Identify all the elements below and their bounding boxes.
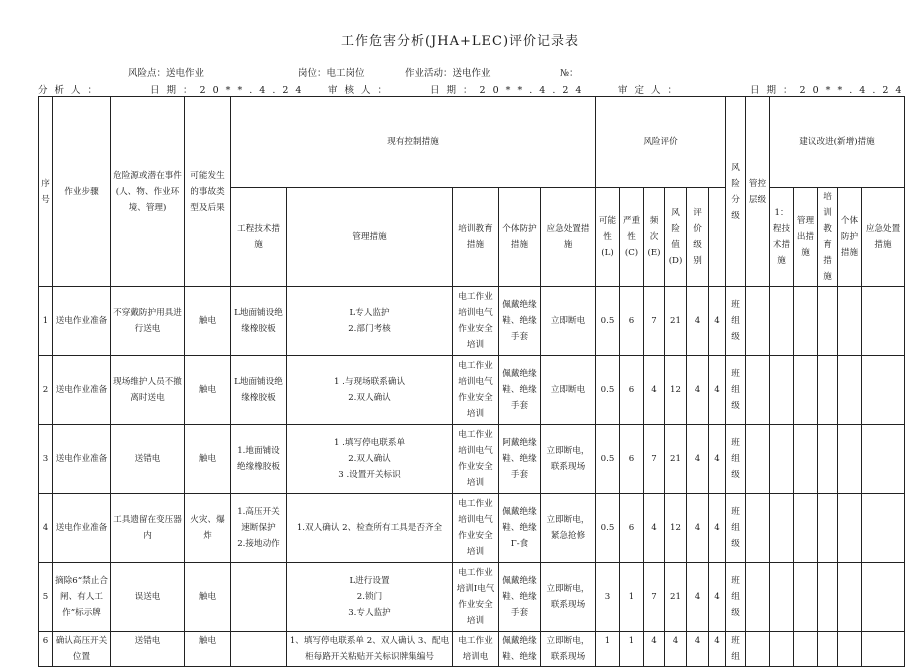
col-D: 风险值(D) [665, 188, 687, 287]
cell-D: 12 [665, 494, 687, 563]
cell-ctrl: 班组级 [726, 425, 746, 494]
cell-ppe: 佩戴绝缘鞋、绝缘手套 [499, 356, 541, 425]
col-step: 作业步骤 [53, 97, 111, 287]
cell-D: 4 [665, 632, 687, 667]
cell-hazard: 送错电 [111, 425, 185, 494]
cell-seq: 2 [39, 356, 53, 425]
approver-date: 日 期 ： 2 0 * * . 4 . 2 4 [750, 85, 904, 96]
cell-D: 12 [665, 356, 687, 425]
approver: 审 定 人 ： [618, 85, 680, 96]
form-number: №： [560, 68, 579, 79]
cell-hazard: 不穿戴防护用具进行送电 [111, 287, 185, 356]
cell-grade: 4 [709, 425, 726, 494]
cell-E: 6 [620, 494, 644, 563]
cell-seq: 1 [39, 287, 53, 356]
cell-emergency: 立即断电，联系现场 [541, 425, 596, 494]
activity: 作业活动：送电作业 [405, 68, 491, 79]
col-emergency: 应急处置措施 [541, 188, 596, 287]
cell-L: 3 [596, 563, 620, 632]
cell-ppe: 佩戴绝缘鞋、绝缘手套 [499, 563, 541, 632]
cell-accident: 触电 [185, 563, 231, 632]
cell-training: 电工作业培训电气作业安全培训 [453, 494, 499, 563]
col-s-ppe: 个体防护措施 [838, 188, 862, 287]
risk-point: 风险点：送电作业 [128, 68, 205, 79]
cell-mgmt: L进行设置 2.锁门 3.专人监护 [287, 563, 453, 632]
col-accident: 可能发生的事故类型及后果 [185, 97, 231, 287]
col-s-eng: 1：程技术措施 [770, 188, 794, 287]
cell-ctrl: 班组级 [726, 563, 746, 632]
cell-seq: 3 [39, 425, 53, 494]
cell-mgmt: 1.双人确认 2、检查所有工具是否齐全 [287, 494, 453, 563]
col-seq: 序号 [39, 97, 53, 287]
cell-level: 4 [687, 356, 709, 425]
cell-hazard: 现场维护人员不撤离时送电 [111, 356, 185, 425]
col-ctrl-level: 管控层级 [746, 97, 770, 287]
cell-mgmt: L专人监护 2.部门考核 [287, 287, 453, 356]
cell-ctrl: 班组 [726, 632, 746, 667]
cell-emergency: 立即断电，紧急抢修 [541, 494, 596, 563]
col-risk-eval: 风险评价 [596, 97, 726, 188]
col-s-train: 培训教育措施 [818, 188, 838, 287]
cell-C: 4 [644, 356, 665, 425]
cell-training: 电工作业培训电气作业安全培训 [453, 356, 499, 425]
cell-step: 送电作业准备 [53, 425, 111, 494]
cell-E: 1 [620, 632, 644, 667]
cell-ctrl: 班组级 [726, 356, 746, 425]
col-L: 可能性(L) [596, 188, 620, 287]
col-C: 频次(E) [644, 188, 665, 287]
cell-accident: 触电 [185, 632, 231, 667]
cell-D: 21 [665, 287, 687, 356]
cell-seq: 6 [39, 632, 53, 667]
col-ppe: 个体防护措施 [499, 188, 541, 287]
col-dummy [709, 188, 726, 287]
reviewer-date: 日 期 ： 2 0 * * . 4 . 2 4 [430, 85, 584, 96]
col-controls: 现有控制措施 [231, 97, 596, 188]
position: 岗位：电工岗位 [298, 68, 365, 79]
cell-accident: 火灾、爆炸 [185, 494, 231, 563]
cell-E: 6 [620, 425, 644, 494]
cell-eng: L地面铺设绝缘橡胶板 [231, 287, 287, 356]
cell-seq: 5 [39, 563, 53, 632]
cell-mgmt: 1 .与现场联系确认 2.双人确认 [287, 356, 453, 425]
analyst-date: 日 期 ： 2 0 * * . 4 . 2 4 [150, 85, 304, 96]
page-title: 工作危害分析(JHA+LEC)评价记录表 [340, 34, 580, 49]
cell-step: 送电作业准备 [53, 287, 111, 356]
cell-C: 4 [644, 632, 665, 667]
cell-C: 7 [644, 287, 665, 356]
cell-grade: 4 [709, 494, 726, 563]
cell-L: 0.5 [596, 287, 620, 356]
cell-grade: 4 [709, 287, 726, 356]
cell-C: 4 [644, 494, 665, 563]
cell-C: 7 [644, 563, 665, 632]
cell-hazard: 送错电 [111, 632, 185, 667]
cell-E: 1 [620, 563, 644, 632]
cell-level: 4 [687, 425, 709, 494]
col-training: 培训教育措施 [453, 188, 499, 287]
cell-emergency: 立即断电 [541, 287, 596, 356]
cell-ppe: 佩戴绝缘鞋、绝缘手套 [499, 287, 541, 356]
col-grade: 风险分级 [726, 97, 746, 287]
cell-training: 电工作业培训电 [453, 632, 499, 667]
cell-training: 电工作业培训电气作业安全培训 [453, 287, 499, 356]
cell-level: 4 [687, 494, 709, 563]
col-s-emerg: 应急处置措施 [862, 188, 905, 287]
cell-step: 摘除6“禁止合闸、有人工作”标示牌 [53, 563, 111, 632]
cell-level: 4 [687, 632, 709, 667]
cell-ctrl: 班组级 [726, 494, 746, 563]
cell-step: 送电作业准备 [53, 494, 111, 563]
cell-ctrl: 班组级 [726, 287, 746, 356]
cell-mgmt: 1、填写停电联系单 2、双人确认 3、配电柜每路开关粘贴开关标识牌集编号 [287, 632, 453, 667]
col-eng: 工程技术措施 [231, 188, 287, 287]
cell-L: 0.5 [596, 425, 620, 494]
cell-level: 4 [687, 287, 709, 356]
cell-D: 21 [665, 425, 687, 494]
cell-training: 电工作业培训电气作业安全培训 [453, 425, 499, 494]
cell-eng: L地面铺设绝缘橡胶板 [231, 356, 287, 425]
cell-L: 1 [596, 632, 620, 667]
col-E: 严重性(C) [620, 188, 644, 287]
cell-grade: 4 [709, 563, 726, 632]
cell-ppe: 佩戴绝缘鞋、绝缘Γ-食 [499, 494, 541, 563]
cell-emergency: 立即断电，联系现场 [541, 632, 596, 667]
cell-eng [231, 632, 287, 667]
cell-emergency: 立即断电 [541, 356, 596, 425]
cell-step: 确认高压开关位置 [53, 632, 111, 667]
cell-accident: 触电 [185, 425, 231, 494]
cell-mgmt: 1 .填写停电联系单 2.双人确认 3 .设置开关标识 [287, 425, 453, 494]
cell-accident: 触电 [185, 287, 231, 356]
cell-D: 21 [665, 563, 687, 632]
cell-level: 4 [687, 563, 709, 632]
cell-seq: 4 [39, 494, 53, 563]
cell-accident: 触电 [185, 356, 231, 425]
col-mgmt: 管理措施 [287, 188, 453, 287]
cell-ppe: 阿戴绝缘鞋、绝缘手套 [499, 425, 541, 494]
col-s-mgmt: 管理出措施 [794, 188, 818, 287]
cell-grade: 4 [709, 356, 726, 425]
cell-emergency: 立即断电，联系现场 [541, 563, 596, 632]
cell-step: 送电作业准备 [53, 356, 111, 425]
cell-hazard: 误送电 [111, 563, 185, 632]
cell-E: 6 [620, 356, 644, 425]
cell-ppe: 佩戴绝缘鞋、绝缘 [499, 632, 541, 667]
cell-hazard: 工具遗留在变压器内 [111, 494, 185, 563]
cell-C: 7 [644, 425, 665, 494]
cell-grade: 4 [709, 632, 726, 667]
col-suggest: 建议改进(新增)措施 [770, 97, 905, 188]
cell-training: 电工作业培训Ⅰ电气作业安全培训 [453, 563, 499, 632]
col-hazard: 危险源或潜在事件(人、物、作业环境、管理) [111, 97, 185, 287]
cell-L: 0.5 [596, 356, 620, 425]
cell-eng: 1.高压开关速断保护 2.接地动作 [231, 494, 287, 563]
col-level: 评价级别 [687, 188, 709, 287]
cell-eng [231, 563, 287, 632]
cell-L: 0.5 [596, 494, 620, 563]
analyst: 分 析 人 ： [38, 85, 100, 96]
jha-table [38, 96, 905, 667]
reviewer: 审 核 人 ： [328, 85, 390, 96]
cell-eng: 1.地面铺设绝缘橡胶板 [231, 425, 287, 494]
cell-E: 6 [620, 287, 644, 356]
